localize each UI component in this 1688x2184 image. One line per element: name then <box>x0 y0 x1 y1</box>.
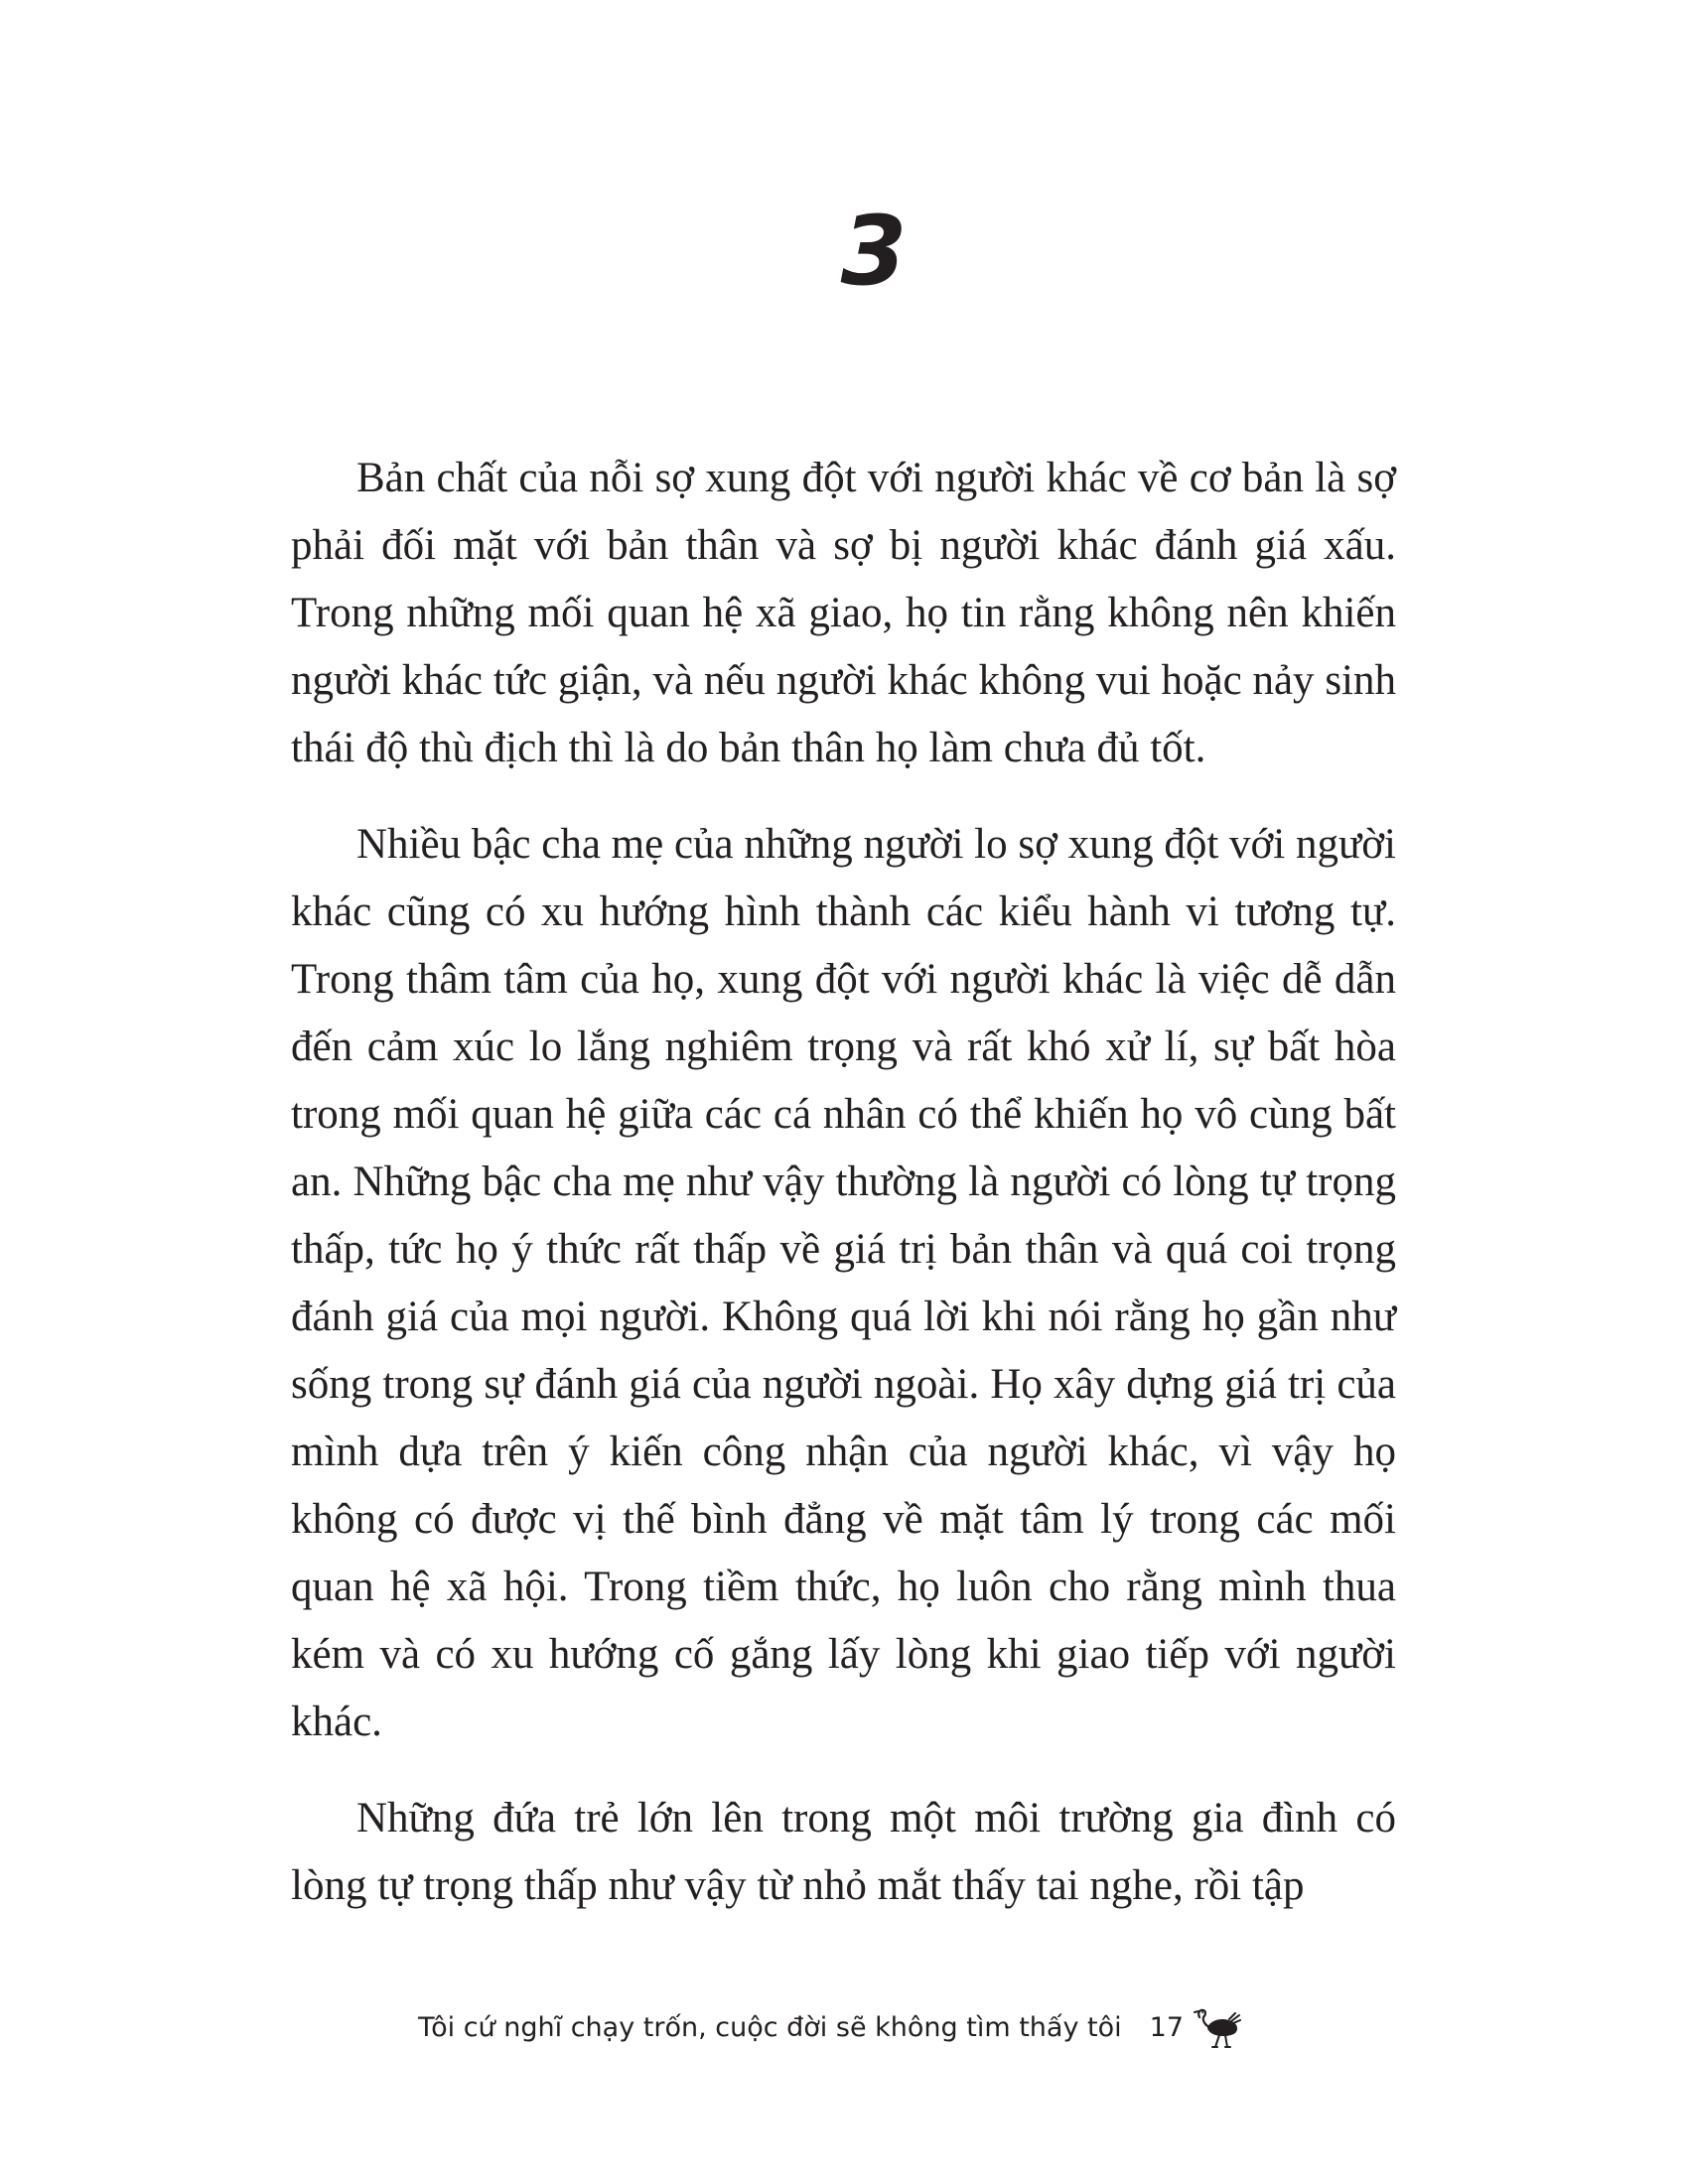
page-number: 17 <box>1149 2011 1184 2043</box>
page-footer <box>418 2003 1241 2051</box>
ostrich-icon <box>1194 2005 1241 2049</box>
paragraph-1: Bản chất của nỗi sợ xung đột với người khác về cơ bản là sợ phải đối mặt với bản thân và sợ bị người khác đánh giá xấu. Trong những mối quan hệ xã giao, họ tin rằng không nên khiến người khác tức giận, và nếu người khác không vui hoặc nảy sinh thái độ thù địch thì là do bản thân họ làm chưa đủ tốt. <box>291 455 1396 771</box>
paragraph-2: Nhiều bậc cha mẹ của những người lo sợ xung đột với người khác cũng có xu hướng hình thành các kiểu hành vi tương tự. Trong thâm tâm của họ, xung đột với người khác là việc dễ dẫn đến cảm xúc lo lắng nghiêm trọng và rất khó xử lí, sự bất hòa trong mối quan hệ giữa các cá nhân có thể khiến họ vô cùng bất an. Những bậc cha mẹ như vậy thường là người có lòng tự trọng thấp, tức họ ý thức rất thấp về giá trị bản thân và quá coi trọng đánh giá của mọi người. Không quá lời khi nói rằng họ gần như sống trong sự đánh giá của người ngoài. Họ xây dựng giá trị của mình dựa trên ý kiến công nhận của người khác, vì vậy họ không có được vị thế bình đẳng về mặt tâm lý trong các mối quan hệ xã hội. Trong tiềm thức, họ luôn cho rằng mình thua kém và có xu hướng cố gắng lấy lòng khi giao tiếp với người khác. <box>291 821 1396 1745</box>
paragraph-3: Những đứa trẻ lớn lên trong một môi trường gia đình có lòng tự trọng thấp như vậy từ nhỏ mắt thấy tai nghe, rồi tập <box>291 1795 1396 1909</box>
chapter-number: 3 <box>840 196 908 307</box>
body-text <box>291 445 1396 1920</box>
running-title: Tôi cứ nghĩ chạy trốn, cuộc đời sẽ không tìm thấy tôi <box>418 2011 1122 2043</box>
